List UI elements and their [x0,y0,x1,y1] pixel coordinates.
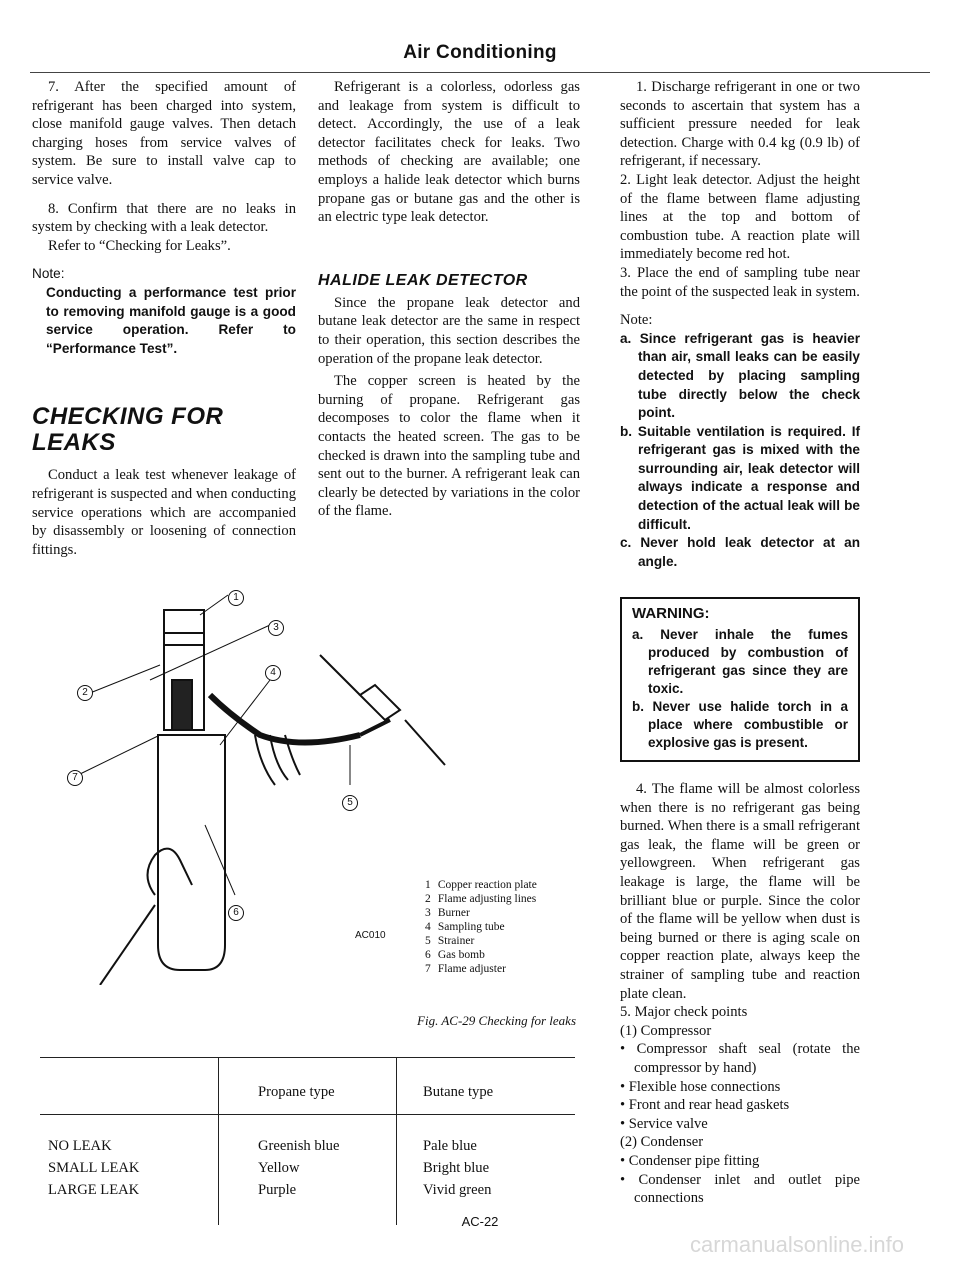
page-header-title: Air Conditioning [403,42,557,63]
table-row [258,1135,396,1201]
page-number: AC-22 [461,1214,499,1229]
callout-1: 1 [228,590,244,606]
callout-6: 6 [228,905,244,921]
figure-code: AC010 [355,930,386,941]
note-a: a. Since refrigerant gas is heavier than air, small leaks can be easily detected by placing sampling tube directly below the check point. [620,330,860,421]
table-row [423,1135,573,1201]
figure-legend [425,878,585,976]
step-7: 7. After the specified amount of refrigerant has been charged into system, close manifold gauge valves. Then detach charging hoses from service valves of system. Be sure to install valve cap to service valve. [32,79,296,188]
section-title-line2: LEAKS [32,429,116,457]
warning-title: WARNING: [632,605,710,623]
warning-a: a. Never inhale the fumes produced by combustion of refrigerant gas since they are toxic. [632,627,848,697]
legend-item: 5 Strainer [425,935,475,947]
callout-7: 7 [67,770,83,786]
table-cell: Pale blue [423,1138,477,1154]
step-4: 4. The flame will be almost colorless when there is no refrigerant gas being burned. When there is a small refrigerant gas leak, the flame will be green or yellowgreen. When refrigerant gas leakage is large, the flame will be brilliant blue or purple. Since the color of the flame will be yellow when dust is being burned or there is aging scale on copper reaction plate, always keep the strainer of sampling tube and reaction plate clean. [620,781,860,1002]
table-top-rule [40,1057,575,1058]
check-compressor: (1) Compressor [620,1022,712,1039]
table-divider-1 [218,1057,219,1225]
table-divider-2 [396,1057,397,1225]
table-cell: LARGE LEAK [48,1182,140,1198]
bullet-item: • Front and rear head gaskets [620,1097,790,1114]
step-2: 2. Light leak detector. Adjust the height of the flame between flame adjusting lines at the top and bottom of combustion tube. A reaction plate will immediately become red hot. [620,171,860,263]
legend-item: 4 Sampling tube [425,921,505,933]
bullet-item: • Service valve [620,1115,708,1132]
figure-caption: Fig. AC-29 Checking for leaks [417,1013,576,1028]
table-cell: Greenish blue [258,1138,340,1154]
refrigerant-intro: Refrigerant is a colorless, odorless gas and leakage from system is difficult to detect. Accordingly, the use of a leak detector facilitates check for leaks. Two methods of checking are available; one employs a halide leak detector which burns propane gas or butane gas and the other is an electric type leak detector. [318,79,580,226]
section-title-halide: HALIDE LEAK DETECTOR [318,271,528,289]
callout-2: 2 [77,685,93,701]
warning-b: b. Never use halide torch in a place where combustible or explosive gas is present. [632,699,848,751]
legend-item: 2 Flame adjusting lines [425,893,537,905]
table-header-propane: Propane type [258,1084,335,1100]
note-label: Note: [32,266,65,282]
legend-item: 1 Copper reaction plate [425,879,537,891]
bullet-item: • Flexible hose connections [620,1078,781,1095]
step-5: 5. Major check points [620,1004,748,1021]
condenser-bullets [620,1152,860,1208]
column-left [32,78,296,559]
note-text: Conducting a performance test prior to removing manifold gauge is a good service operation. Refer to “Performance Test”. [46,284,296,356]
table-header-butane: Butane type [423,1084,494,1100]
step-8: 8. Confirm that there are no leaks in system by checking with a leak detector. [32,200,296,236]
checking-intro: Conduct a leak test whenever leakage of refrigerant is suspected and when conducting service operations which are accompanied by disassembly or loosening of connection fittings. [32,467,296,558]
table-row [48,1135,218,1201]
table-cell: Vivid green [423,1182,492,1198]
column-middle [318,78,580,521]
halide-para-2: The copper screen is heated by the burning of propane. Refrigerant gas decomposes to color the flame when it contacts the heated screen. The gas to be checked is drawn into the sampling tube and sent out to the burner. A refrigerant leak can clearly be detected by variations in the color of the flame. [318,373,580,520]
watermark: carmanualsonline.info [690,1232,905,1257]
strainer [360,685,400,720]
step-8-reference: Refer to “Checking for Leaks”. [48,237,231,254]
hand [148,849,193,895]
step-1: 1. Discharge refrigerant in one or two seconds to ascertain that system has a sufficient pressure needed for leak detection. Charge with 0.4 kg (0.9 lb) of refrigerant, if necessary. [620,79,860,170]
check-condenser: (2) Condenser [620,1134,704,1151]
section-title-checking [32,404,296,456]
callout-3: 3 [268,620,284,636]
header-divider [30,72,930,73]
note-c: c. Never hold leak detector at an angle. [620,535,860,569]
halide-para-1: Since the propane leak detector and butane leak detector are the same in respect to their operation, this section describes the operation of the propane leak detector. [318,294,580,367]
legend-item: 7 Flame adjuster [425,963,506,975]
table-cell: NO LEAK [48,1138,112,1154]
warning-box [620,597,860,762]
bullet-item: • Compressor shaft seal (rotate the compressor by hand) [620,1041,860,1076]
table-cell: Purple [258,1182,297,1198]
table-cell: SMALL LEAK [48,1160,140,1176]
callout-4: 4 [265,665,281,681]
note-b: b. Suitable ventilation is required. If refrigerant gas is mixed with the surrounding air, leak detector will always indicate a response and detection of the actual leak will be difficult. [620,423,860,532]
legend-item: 6 Gas bomb [425,949,485,961]
bullet-item: • Condenser pipe fitting [620,1152,760,1169]
legend-item: 3 Burner [425,907,470,919]
leak-detector-illustration [60,585,480,985]
note-label-right: Note: [620,312,653,329]
gas-bomb [158,735,225,970]
table-cell: Bright blue [423,1160,490,1176]
column-right [620,78,860,1208]
compressor-bullets [620,1040,860,1133]
note-block [32,265,296,358]
table-header-rule [40,1114,575,1115]
table-cell: Yellow [258,1160,300,1176]
bullet-item: • Condenser inlet and outlet pipe connections [620,1171,860,1207]
callout-5: 5 [342,795,358,811]
section-title-line1: CHECKING FOR [32,403,224,431]
step-3: 3. Place the end of sampling tube near the point of the suspected leak in system. [620,264,860,300]
